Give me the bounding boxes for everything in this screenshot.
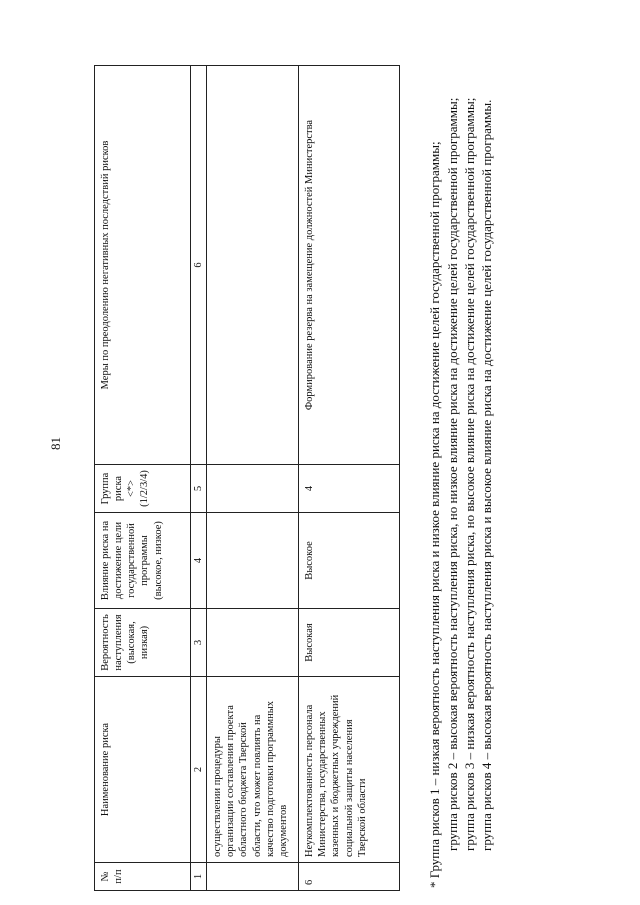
risk-measures: Формирование резерва на замещение должностей Министерства (299, 66, 400, 465)
column-number: 1 (191, 863, 207, 891)
column-number: 3 (191, 609, 207, 677)
table-row (299, 66, 400, 891)
risk-impact: Высокое (299, 513, 400, 609)
row-number: 6 (299, 863, 400, 891)
table-row (207, 66, 299, 891)
column-number: 5 (191, 465, 207, 513)
header-impact: Влияние риска на достижение цели государственной программы (высокое, низкое) (95, 513, 191, 609)
column-number-row (191, 66, 207, 891)
table-header-row (95, 66, 191, 891)
risk-impact (207, 513, 299, 609)
risk-name: Неукомплектованность персонала Министерства, государственных казенных и бюджетных учреждений социальной защиты населения Тверской области (299, 677, 400, 863)
rotated-page-content (94, 66, 549, 891)
risk-group (207, 465, 299, 513)
row-number (207, 863, 299, 891)
footnote-group-1: * Группа рисков 1 – низкая вероятность наступления риска и низкое влияние риска на достижение целей государственной программы; (427, 141, 443, 888)
header-risk-group: Группа риска <*> (1/2/3/4) (95, 465, 191, 513)
risk-probability: Высокая (299, 609, 400, 677)
risk-group: 4 (299, 465, 400, 513)
footnotes (426, 66, 496, 891)
risk-name: осуществлении процедуры организации составления проекта областного бюджета Тверской области, что может повлиять на качество подготовки программных документов (207, 677, 299, 863)
header-probability: Вероятность наступления (высокая, низкая) (95, 609, 191, 677)
footnote-group-3: группа рисков 3 – низкая вероятность наступления риска, но высокое влияние риска на достижение целей государственной программы; (461, 97, 477, 851)
column-number: 4 (191, 513, 207, 609)
header-measures: Меры по преодолению негативных последствий рисков (95, 66, 191, 465)
footnote-group-2: группа рисков 2 – высокая вероятность наступления риска, но низкое влияние риска на достижение целей государственной программы; (444, 97, 460, 851)
column-number: 2 (191, 677, 207, 863)
risk-measures (207, 66, 299, 465)
risk-probability (207, 609, 299, 677)
footnote-group-4: группа рисков 4 – высокая вероятность наступления риска и высокое влияние риска на достижение целей государственной программы. (479, 99, 495, 851)
risk-table (94, 65, 400, 891)
page-number: 81 (48, 437, 63, 450)
column-number: 6 (191, 66, 207, 465)
header-risk-name: Наименование риска (95, 677, 191, 863)
header-number: № п/п (95, 863, 191, 891)
